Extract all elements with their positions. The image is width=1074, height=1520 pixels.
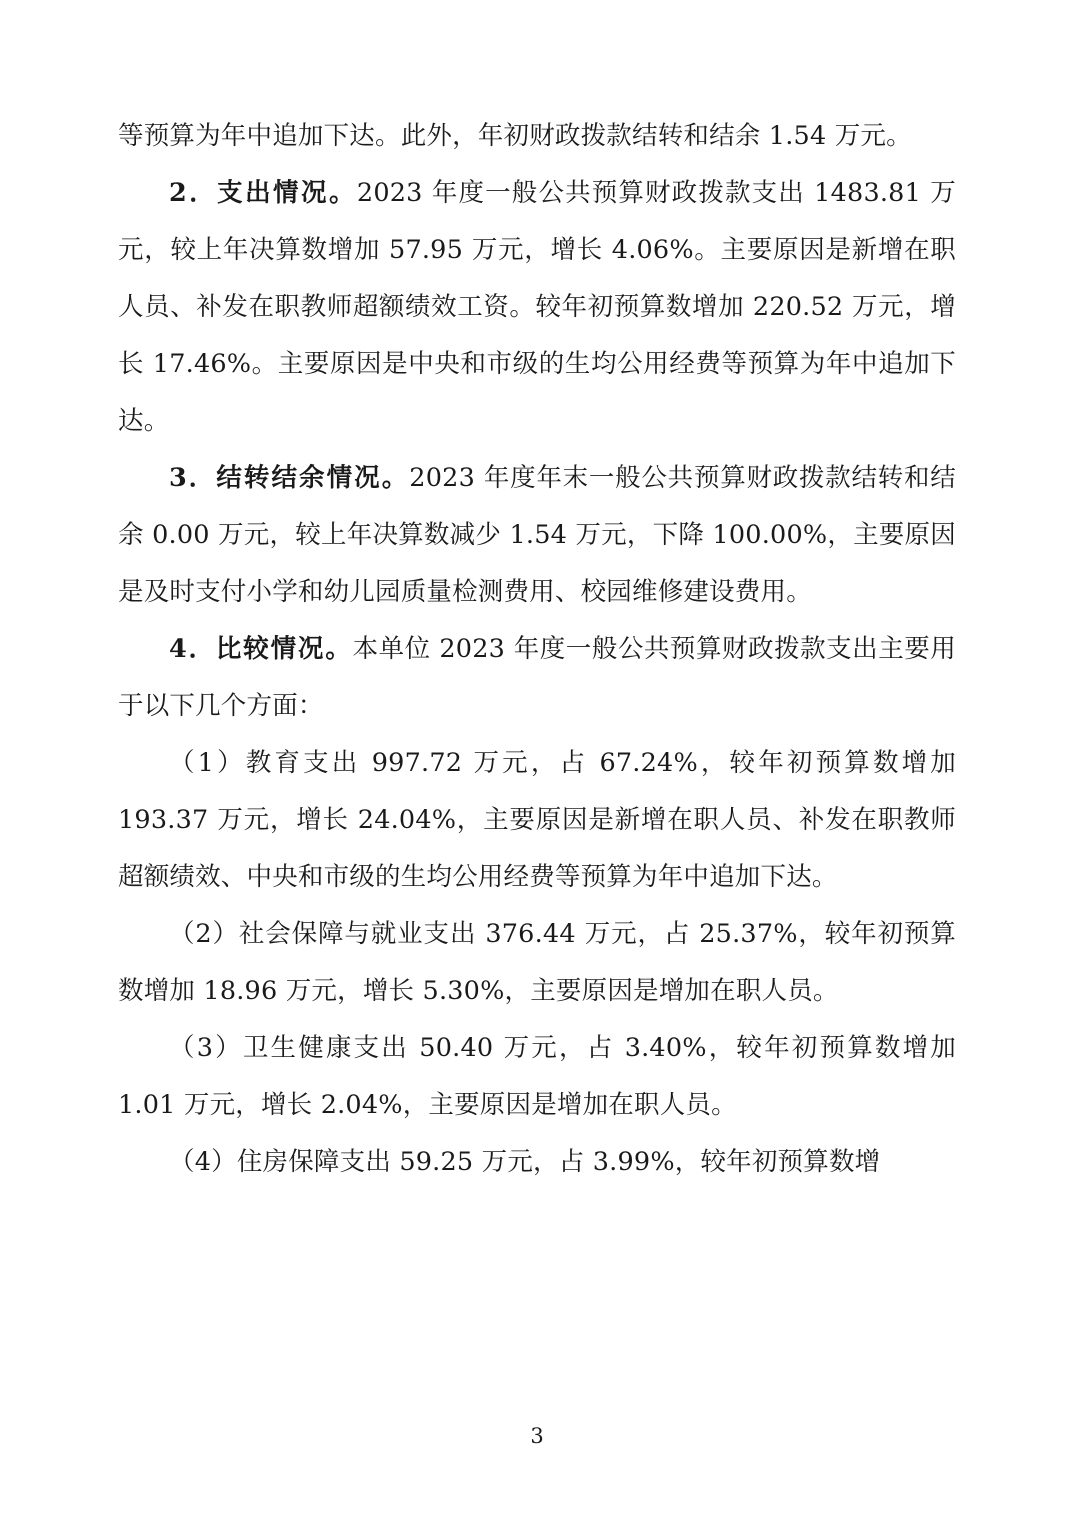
paragraph-text: 本单位 2023 年度一般公共预算财政拨款支出主要用于以下几个方面： — [118, 634, 956, 721]
paragraph-continued-revenue — [118, 108, 956, 165]
paragraph-carryover — [118, 450, 956, 621]
document-body — [118, 108, 956, 1191]
paragraph-heading: 4．比较情况。 — [169, 634, 353, 664]
paragraph-text: （2）社会保障与就业支出 376.44 万元，占 25.37%，较年初预算数增加 18.96 万元，增长 5.30%，主要原因是增加在职人员。 — [118, 919, 956, 1006]
paragraph-item-4 — [118, 1134, 956, 1191]
paragraph-text: （3）卫生健康支出 50.40 万元，占 3.40%，较年初预算数增加 1.01 万元，增长 2.04%，主要原因是增加在职人员。 — [118, 1033, 956, 1120]
paragraph-comparison — [118, 621, 956, 735]
paragraph-heading: 3．结转结余情况。 — [169, 463, 410, 493]
paragraph-item-1 — [118, 735, 956, 906]
paragraph-expenditure — [118, 165, 956, 450]
paragraph-heading: 2．支出情况。 — [169, 178, 357, 208]
paragraph-text: 2023 年度年末一般公共预算财政拨款结转和结余 0.00 万元，较上年决算数减少 1.54 万元，下降 100.00%，主要原因是及时支付小学和幼儿园质量检测费用、校园维修建设费用。 — [118, 463, 956, 607]
paragraph-text: （4）住房保障支出 59.25 万元，占 3.99%，较年初预算数增 — [169, 1147, 881, 1177]
page-number: 3 — [530, 1424, 544, 1448]
paragraph-text: （1）教育支出 997.72 万元，占 67.24%，较年初预算数增加 193.37 万元，增长 24.04%，主要原因是新增在职人员、补发在职教师超额绩效、中央和市级的生均公用经费等预算为年中追加下达。 — [118, 748, 956, 892]
paragraph-item-3 — [118, 1020, 956, 1134]
paragraph-item-2 — [118, 906, 956, 1020]
paragraph-text: 等预算为年中追加下达。此外，年初财政拨款结转和结余 1.54 万元。 — [118, 121, 912, 151]
paragraph-text: 2023 年度一般公共预算财政拨款支出 1483.81 万元，较上年决算数增加 57.95 万元，增长 4.06%。主要原因是新增在职人员、补发在职教师超额绩效工资。较年初预算数增加 220.52 万元，增长 17.46%。主要原因是中央和市级的生均公用经费等预算为年中追加下达。 — [118, 178, 956, 436]
